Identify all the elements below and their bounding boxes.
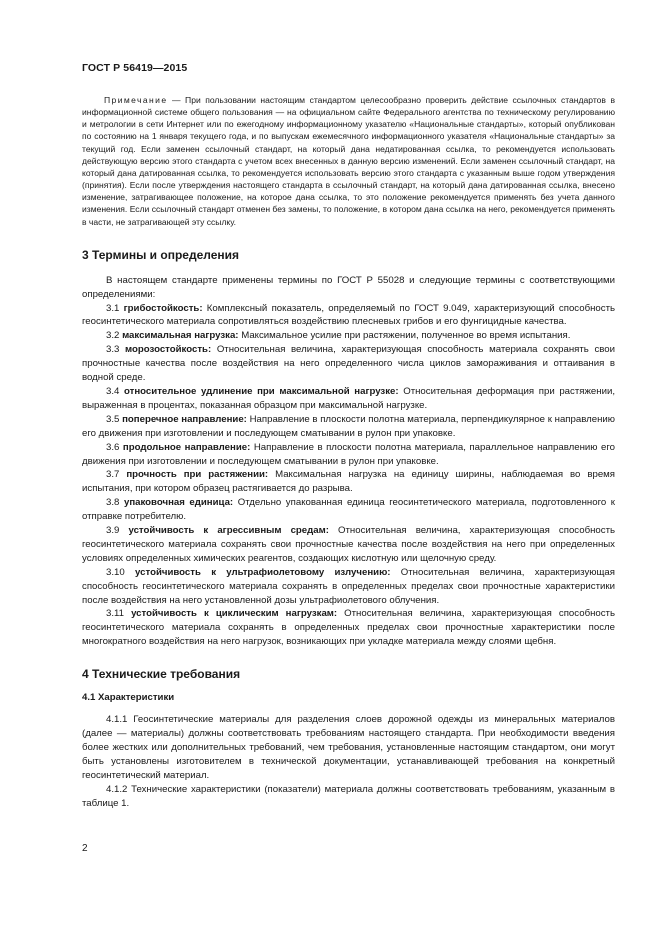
term-number: 3.10 [106,566,136,578]
page-content [82,94,615,811]
term-name: устойчивость к циклическим нагрузкам: [131,608,338,620]
term-number: 3.2 [106,330,123,342]
term-name: поперечное направление: [122,413,247,425]
term-name: устойчивость к агрессивным средам: [128,525,329,537]
term-name: прочность при растяжении: [126,469,269,481]
term-text: Относительная величина, характеризующая способность геосинтетического материала сохранять в определенных пределах свои прочностные характеристики после многократного воздействия на него нагрузок, возникающих при укладке материала между слоями щебня. [82,608,615,648]
term-text: Направление в плоскости полотна материала, перпендикулярное к направлению его движения при изготовлении и последующем сматывании в рулон при упаковке. [82,413,615,439]
term-number: 3.4 [106,385,125,397]
term-number: 3.7 [106,469,127,481]
term-name: устойчивость к ультрафиолетовому излучению: [135,566,391,578]
section-4-title: 4 Технические требования [82,667,241,682]
term-name: упаковочная единица: [123,497,234,509]
reference-note [82,94,615,228]
term-text: Отдельно упакованная единица геосинтетического материала, подготовленного к отправке потребителю. [82,497,616,523]
note-text: — При пользовании настоящим стандартом целесообразно проверить действие ссылочных стандартов в информационной системе общего пользования — на официальном сайте Федерального агентства по техническому регулированию и метрологии в сети Интернет или по ежегодному информационному указателю «Национальные стандарты», который опубликован по состоянию на 1 января текущего года, и по выпускам ежемесячного информационного указателя «Национальные стандарты» за текущий год. Если заменен ссылочный стандарт, на который дана недатированная ссылка, то рекомендуется использовать действующую версию этого стандарта с учетом всех внесенных в данную версию изменений. Если заменен ссылочный стандарт, на который дана датированная ссылка, то рекомендуется использовать версию этого стандарта с указанным выше годом утверждения (принятия). Если после утверждения настоящего стандарта в ссылочный стандарт, на который дана датированная ссылка, внесено изменение, затрагивающее положение, на которое дана ссылка, то это положение рекомендуется применять без учета данного изменения. Если ссылочный стандарт отменен без замены, то положение, в котором дана ссылка на него, рекомендуется применять в части, не затрагивающей эту ссылку. [82,95,615,227]
term-definition [82,385,615,413]
term-text: Максимальное усилие при растяжении, полученное во время испытания. [238,330,571,342]
term-name: относительное удлинение при максимальной нагрузке: [124,385,399,397]
term-number: 3.9 [106,525,129,537]
page-number: 2 [82,843,88,854]
note-lead: Примечание [104,95,168,105]
term-definition [82,566,615,608]
term-text: Относительная деформация при растяжении, выраженная в процентах, показанная образцом при максимальной нагрузке. [82,385,615,411]
term-definition [82,413,615,441]
term-definition [82,496,615,524]
term-number: 3.5 [106,413,123,425]
term-definition [82,607,615,649]
term-text: Направление в плоскости полотна материала, параллельное направлению его движения при изготовлении и последующем сматывании в рулон при упаковке. [82,441,615,467]
term-text: Относительная величина, характеризующая способность материала сохранять свои прочностные качества после воздействия на него определенного числа циклов замораживания и оттаивания в водной среде. [82,344,615,384]
section-3-title: 3 Термины и определения [82,247,240,262]
term-definition [82,302,615,330]
term-text: Комплексный показатель, определяемый по ГОСТ 9.049, характеризующий способность геосинтетического материала сопротивляться воздействию плесневых грибов и его фунгицидные качества. [82,302,615,328]
term-name: максимальная нагрузка: [122,330,239,342]
section-4-body [82,713,615,810]
term-number: 3.1 [106,302,124,314]
term-definition [82,468,615,496]
term-name: грибостойкость: [123,302,203,314]
term-definition [82,343,615,385]
terms-list [82,302,615,650]
term-number: 3.6 [106,441,123,453]
term-definition [82,441,615,469]
term-text: Относительная величина, характеризующая способность геосинтетического материала сохранять свои прочностные качества после воздействия на него при определенных условиях определенных химических реагентов, создающих кислотную или щелочную среду. [82,525,615,564]
term-text: Максимальная нагрузка на единицу ширины, наблюдаемая во время испытания, при котором образец растягивается до разрыва. [82,469,615,495]
document-header: ГОСТ Р 56419—2015 [82,62,188,74]
section-3-body [82,274,615,649]
term-text: Относительная величина, характеризующая способность геосинтетического материала сохранять в определенных пределах свои прочностные характеристики после воздействия на него установленной дозы ультрафиолетового облучения. [82,566,615,606]
term-number: 3.3 [106,344,126,356]
term-name: продольное направление: [122,441,251,453]
subsection-4-1-title: 4.1 Характеристики [82,692,175,704]
paragraph-4-1-1: 4.1.1 Геосинтетические материалы для разделения слоев дорожной одежды из минеральных материалов (далее — материалы) должны соответствовать требованиям настоящего стандарта. При необходимости введения более жестких или дополнительных требований, чем требования, установленные настоящим стандартом, они могут быть установлены изготовителем в технической документации, устанавливающей требования на конкретный геосинтетический материал. [82,714,615,781]
term-definition [82,524,615,566]
paragraph-4-1-2: 4.1.2 Технические характеристики (показатели) материала должны соответствовать требованиям, указанным в таблице 1. [82,783,615,809]
term-name: морозостойкость: [125,344,212,356]
term-number: 3.11 [106,608,132,620]
term-number: 3.8 [106,497,124,509]
section-3-intro: В настоящем стандарте применены термины по ГОСТ Р 55028 и следующие термины с соответствующими определениями: [82,274,615,300]
term-definition [82,329,615,343]
note-paragraph [82,94,615,228]
